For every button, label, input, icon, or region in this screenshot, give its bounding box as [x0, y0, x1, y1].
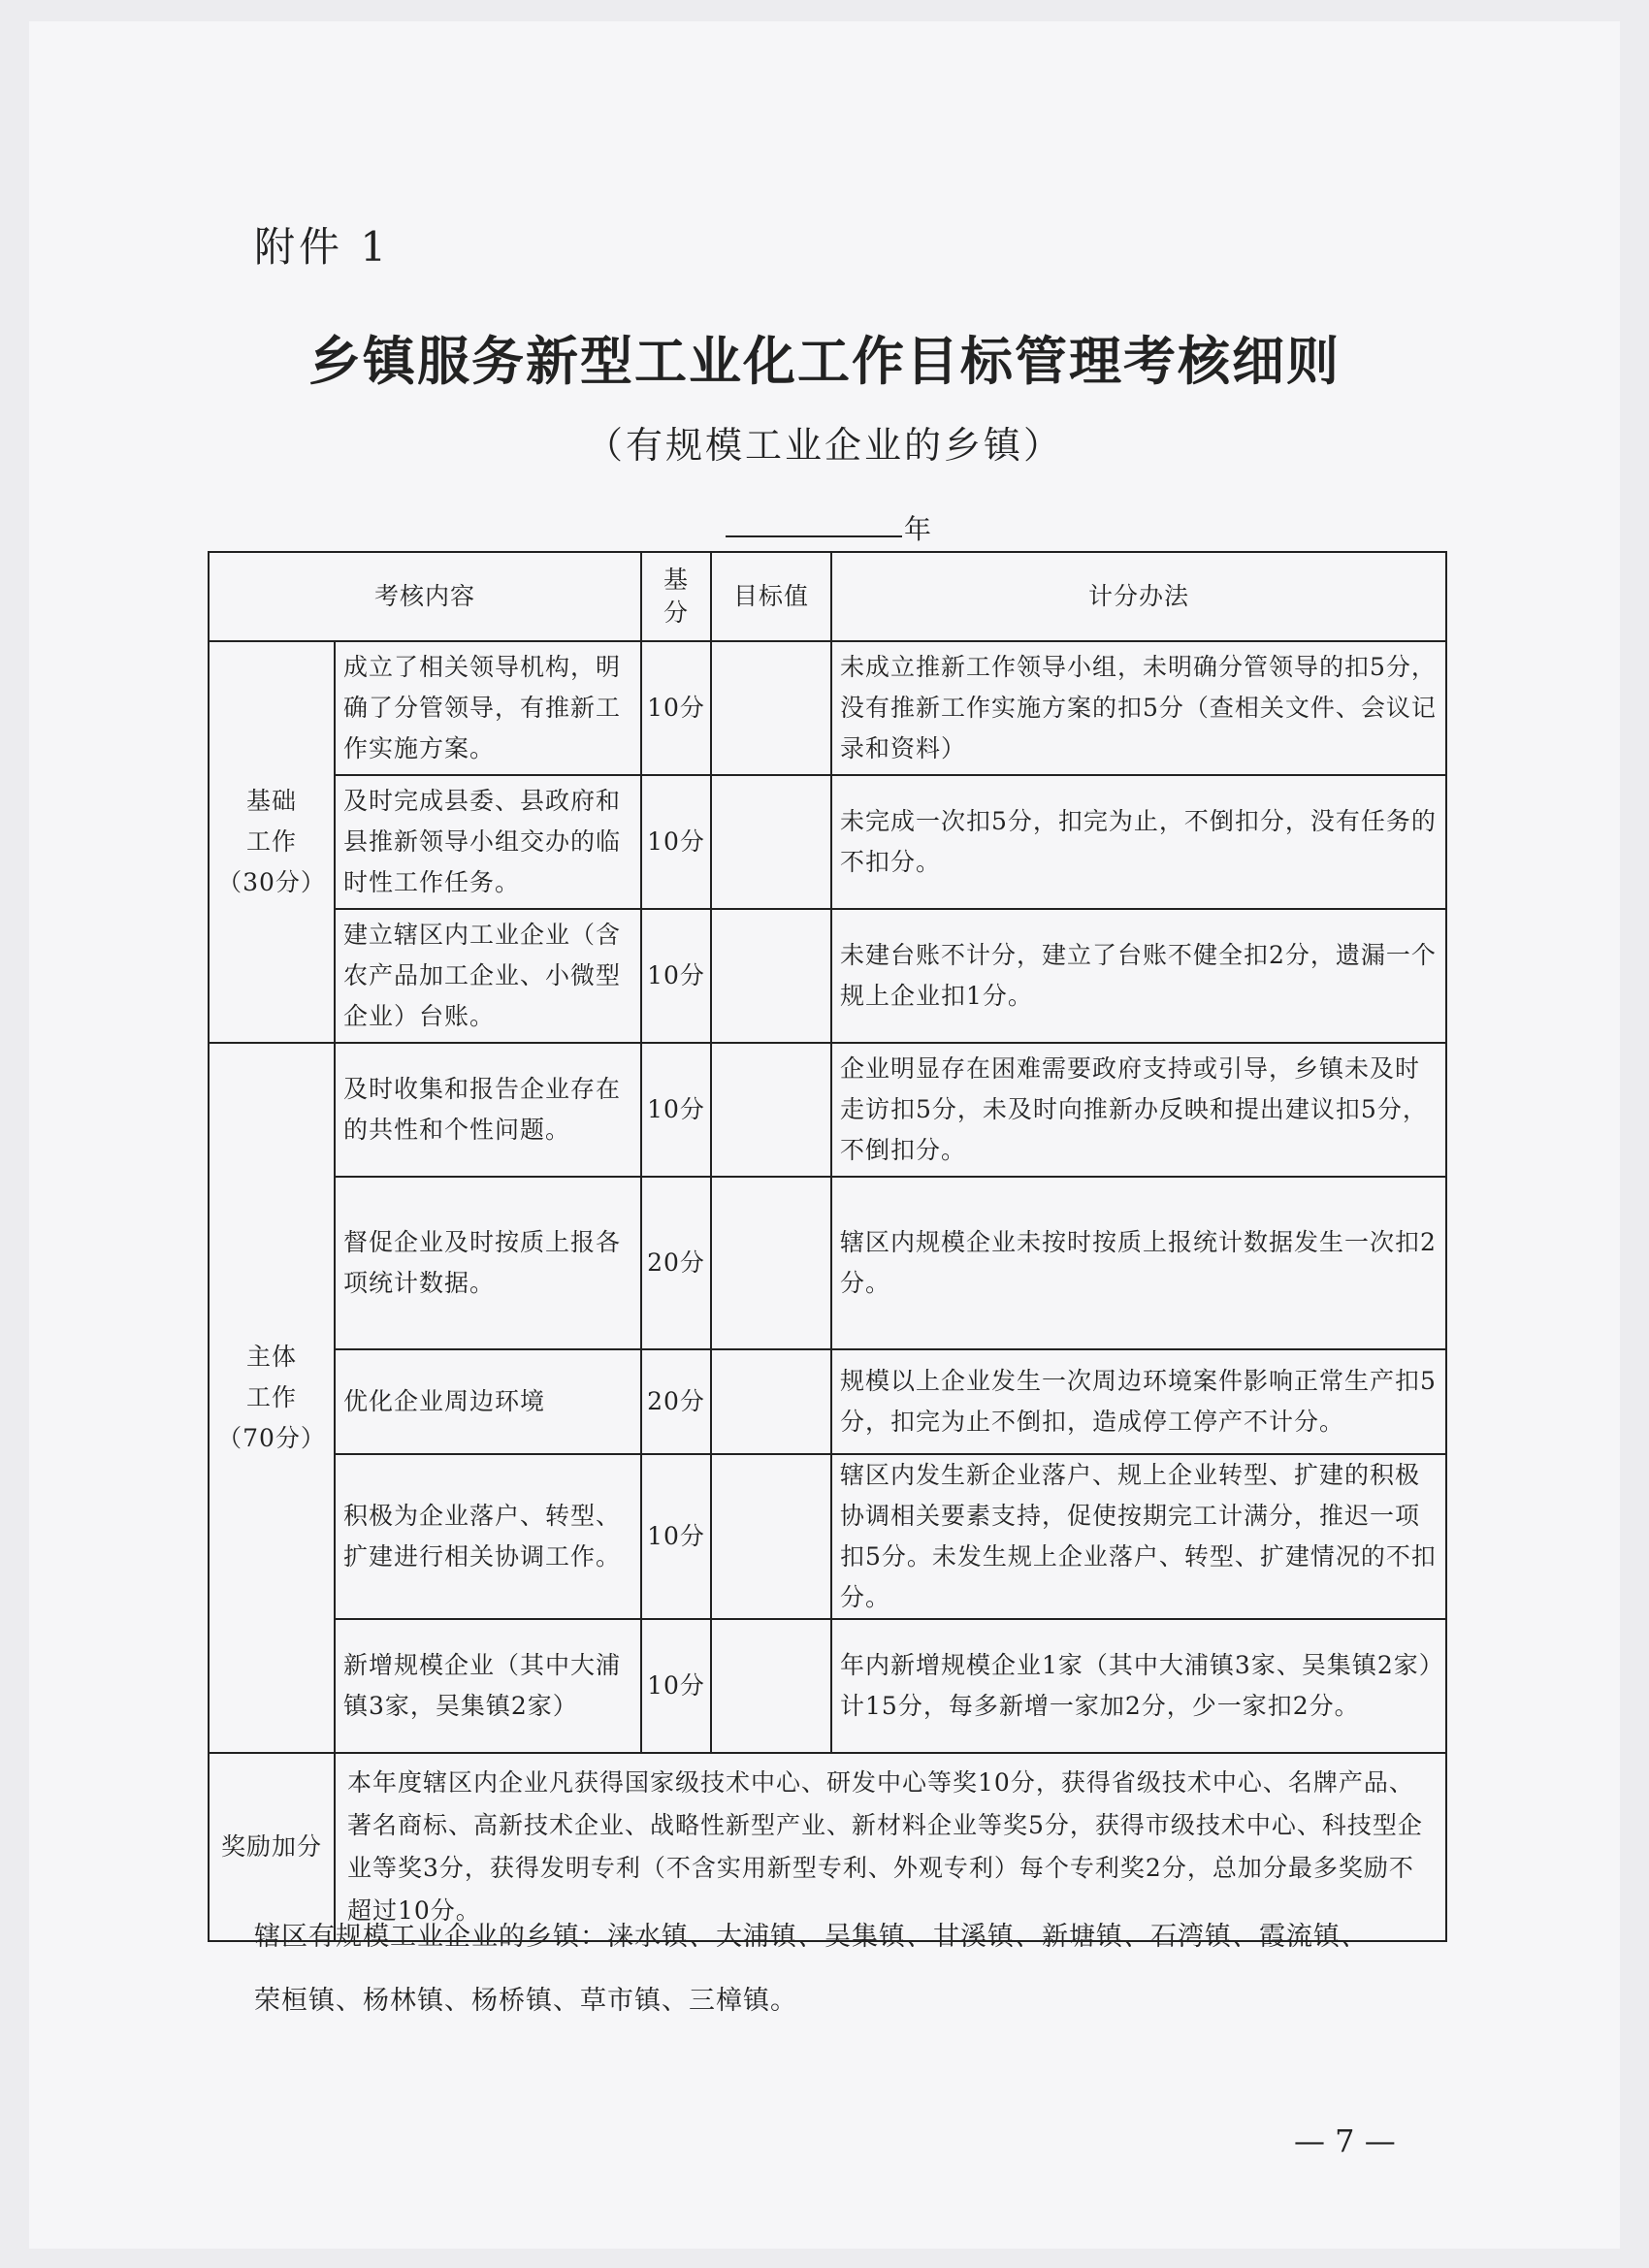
item-cell: 建立辖区内工业企业（含农产品加工企业、小微型企业）台账。 [335, 909, 641, 1043]
method-cell: 未成立推新工作领导小组，未明确分管领导的扣5分，没有推新工作实施方案的扣5分（查相关文件、会议记录和资料） [831, 641, 1446, 775]
method-cell: 规模以上企业发生一次周边环境案件影响正常生产扣5分，扣完为止不倒扣，造成停工停产不计分。 [831, 1349, 1446, 1454]
score-cell: 20分 [641, 1349, 711, 1454]
target-cell [711, 1619, 831, 1753]
category-bonus: 奖励加分 [209, 1753, 335, 1941]
target-cell [711, 909, 831, 1043]
bonus-text: 本年度辖区内企业凡获得国家级技术中心、研发中心等奖10分，获得省级技术中心、名牌产品、著名商标、高新技术企业、战略性新型产业、新材料企业等奖5分，获得市级技术中心、科技型企业等奖3分，获得发明专利（不含实用新型专利、外观专利）每个专利奖2分，总加分最多奖励不超过10分。 [335, 1753, 1446, 1941]
year-label: 年 [904, 513, 932, 545]
table-row [209, 1349, 1446, 1454]
table-row [209, 1619, 1446, 1753]
attachment-label: 附件 1 [254, 223, 391, 271]
item-cell: 积极为企业落户、转型、扩建进行相关协调工作。 [335, 1454, 641, 1619]
header-target: 目标值 [711, 552, 831, 641]
table-row [209, 1177, 1446, 1349]
target-cell [711, 1349, 831, 1454]
item-cell: 及时收集和报告企业存在的共性和个性问题。 [335, 1043, 641, 1177]
document-title: 乡镇服务新型工业化工作目标管理考核细则 [308, 330, 1341, 392]
table-row [209, 909, 1446, 1043]
score-cell: 10分 [641, 641, 711, 775]
table-row [209, 1043, 1446, 1177]
item-cell: 新增规模企业（其中大浦镇3家，吴集镇2家） [335, 1619, 641, 1753]
document-subtitle: （有规模工业企业的乡镇） [585, 424, 1063, 467]
target-cell [711, 775, 831, 909]
item-cell: 成立了相关领导机构，明确了分管领导，有推新工作实施方案。 [335, 641, 641, 775]
target-cell [711, 1454, 831, 1619]
item-cell: 督促企业及时按质上报各项统计数据。 [335, 1177, 641, 1349]
bonus-row [209, 1753, 1446, 1941]
method-cell: 辖区内规模企业未按时按质上报统计数据发生一次扣2分。 [831, 1177, 1446, 1349]
item-cell: 及时完成县委、县政府和县推新领导小组交办的临时性工作任务。 [335, 775, 641, 909]
score-cell: 10分 [641, 1454, 711, 1619]
score-cell: 10分 [641, 1043, 711, 1177]
target-cell [711, 1177, 831, 1349]
method-cell: 企业明显存在困难需要政府支持或引导，乡镇未及时走访扣5分，未及时向推新办反映和提出建议扣5分，不倒扣分。 [831, 1043, 1446, 1177]
score-cell: 10分 [641, 1619, 711, 1753]
target-cell [711, 641, 831, 775]
category-basic: 基础 工作 （30分） [209, 641, 335, 1043]
assessment-table [208, 551, 1447, 1942]
header-method: 计分办法 [831, 552, 1446, 641]
towns-list-line-1: 辖区有规模工业企业的乡镇：涞水镇、大浦镇、吴集镇、甘溪镇、新塘镇、石湾镇、霞流镇、 [254, 1922, 1368, 1952]
item-cell: 优化企业周边环境 [335, 1349, 641, 1454]
page-number: — 7 — [1294, 2122, 1396, 2159]
method-cell: 未建台账不计分，建立了台账不健全扣2分，遗漏一个规上企业扣1分。 [831, 909, 1446, 1043]
score-cell: 10分 [641, 775, 711, 909]
target-cell [711, 1043, 831, 1177]
method-cell: 年内新增规模企业1家（其中大浦镇3家、吴集镇2家）计15分，每多新增一家加2分，少一家扣2分。 [831, 1619, 1446, 1753]
table-header-row [209, 552, 1446, 641]
method-cell: 未完成一次扣5分，扣完为止，不倒扣分，没有任务的不扣分。 [831, 775, 1446, 909]
method-cell: 辖区内发生新企业落户、规上企业转型、扩建的积极协调相关要素支持，促使按期完工计满分，推迟一项扣5分。未发生规上企业落户、转型、扩建情况的不扣分。 [831, 1454, 1446, 1619]
table-row [209, 641, 1446, 775]
year-blank-line [726, 535, 902, 537]
table-row [209, 775, 1446, 909]
header-content: 考核内容 [209, 552, 641, 641]
towns-list-line-2: 荣桓镇、杨林镇、杨桥镇、草市镇、三樟镇。 [254, 1986, 797, 2016]
category-main: 主体 工作 （70分） [209, 1043, 335, 1753]
score-cell: 10分 [641, 909, 711, 1043]
score-cell: 20分 [641, 1177, 711, 1349]
header-base-score: 基 分 [641, 552, 711, 641]
table-row [209, 1454, 1446, 1619]
